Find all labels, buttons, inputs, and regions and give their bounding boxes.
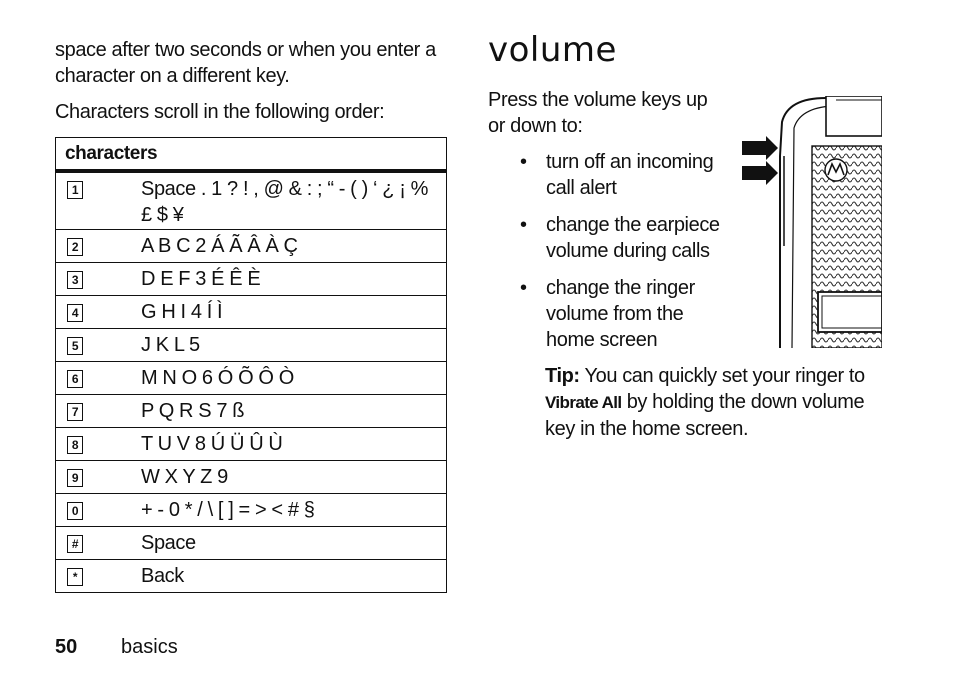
tip-text-after: by holding the down volume key in the home screen. — [545, 391, 865, 440]
phone-illustration — [740, 96, 882, 348]
key-icon: 9 — [67, 469, 83, 487]
tip-label: Tip: — [545, 365, 580, 387]
characters-cell: Space — [141, 527, 447, 560]
table-row — [56, 362, 447, 395]
bullet-icon: • — [520, 151, 527, 173]
volume-down-arrow-icon — [742, 161, 778, 185]
table-header-row — [56, 138, 447, 172]
characters-cell: T U V 8 Ú Ü Û Ù — [141, 428, 447, 461]
bullet-text: turn off an incoming call alert — [546, 151, 714, 199]
bullet-text: change the ringer volume from the home screen — [546, 277, 695, 351]
key-icon: 7 — [67, 403, 83, 421]
tip-text-before: You can quickly set your ringer to — [579, 365, 865, 387]
table-row — [56, 494, 447, 527]
table-row — [56, 263, 447, 296]
key-icon: 5 — [67, 337, 83, 355]
table-header: characters — [56, 138, 447, 172]
characters-cell: J K L 5 — [141, 329, 447, 362]
key-icon: 0 — [67, 502, 83, 520]
table-row — [56, 560, 447, 593]
table-row — [56, 171, 447, 230]
key-icon: 3 — [67, 271, 83, 289]
table-row — [56, 461, 447, 494]
list-item — [520, 212, 730, 264]
key-icon: # — [67, 535, 83, 553]
key-icon: * — [67, 568, 83, 586]
characters-cell: P Q R S 7 ß — [141, 395, 447, 428]
key-icon: 6 — [67, 370, 83, 388]
key-icon: 2 — [67, 238, 83, 256]
table-row — [56, 230, 447, 263]
table-row — [56, 395, 447, 428]
table-row — [56, 527, 447, 560]
key-icon: 4 — [67, 304, 83, 322]
characters-cell: A B C 2 Á Ã Â À Ç — [141, 230, 447, 263]
section-title: volume — [488, 30, 617, 70]
table-row — [56, 329, 447, 362]
characters-cell: G H I 4 Í Ì — [141, 296, 447, 329]
bullet-icon: • — [520, 214, 527, 236]
character-table — [55, 137, 447, 593]
key-icon: 1 — [67, 181, 83, 199]
tip-paragraph — [545, 363, 875, 442]
table-row — [56, 296, 447, 329]
volume-intro-paragraph: Press the volume keys up or down to: — [488, 89, 708, 137]
bullet-icon: • — [520, 277, 527, 299]
volume-bullet-list — [520, 149, 730, 364]
scroll-order-paragraph: Characters scroll in the following order: — [55, 101, 385, 123]
characters-cell: M N O 6 Ó Õ Ô Ò — [141, 362, 447, 395]
page-number: 50 — [55, 636, 78, 658]
characters-cell: D E F 3 É Ê È — [141, 263, 447, 296]
vibrate-all-term: Vibrate All — [545, 393, 622, 412]
volume-up-arrow-icon — [742, 136, 778, 160]
intro-paragraph: space after two seconds or when you enter a character on a different key. — [55, 39, 436, 87]
characters-cell: + - 0 * / \ [ ] = > < # § — [141, 494, 447, 527]
table-row — [56, 428, 447, 461]
list-item — [520, 149, 730, 201]
characters-cell: Space . 1 ? ! , @ & : ; “ - ( ) ‘ ¿ ¡ % £ $ ¥ — [141, 178, 428, 226]
motorola-logo-icon — [825, 159, 847, 181]
list-item — [520, 275, 730, 353]
characters-cell: W X Y Z 9 — [141, 461, 447, 494]
bullet-text: change the earpiece volume during calls — [546, 214, 720, 262]
key-icon: 8 — [67, 436, 83, 454]
footer-section-name: basics — [121, 636, 178, 658]
characters-cell: Back — [141, 560, 447, 593]
